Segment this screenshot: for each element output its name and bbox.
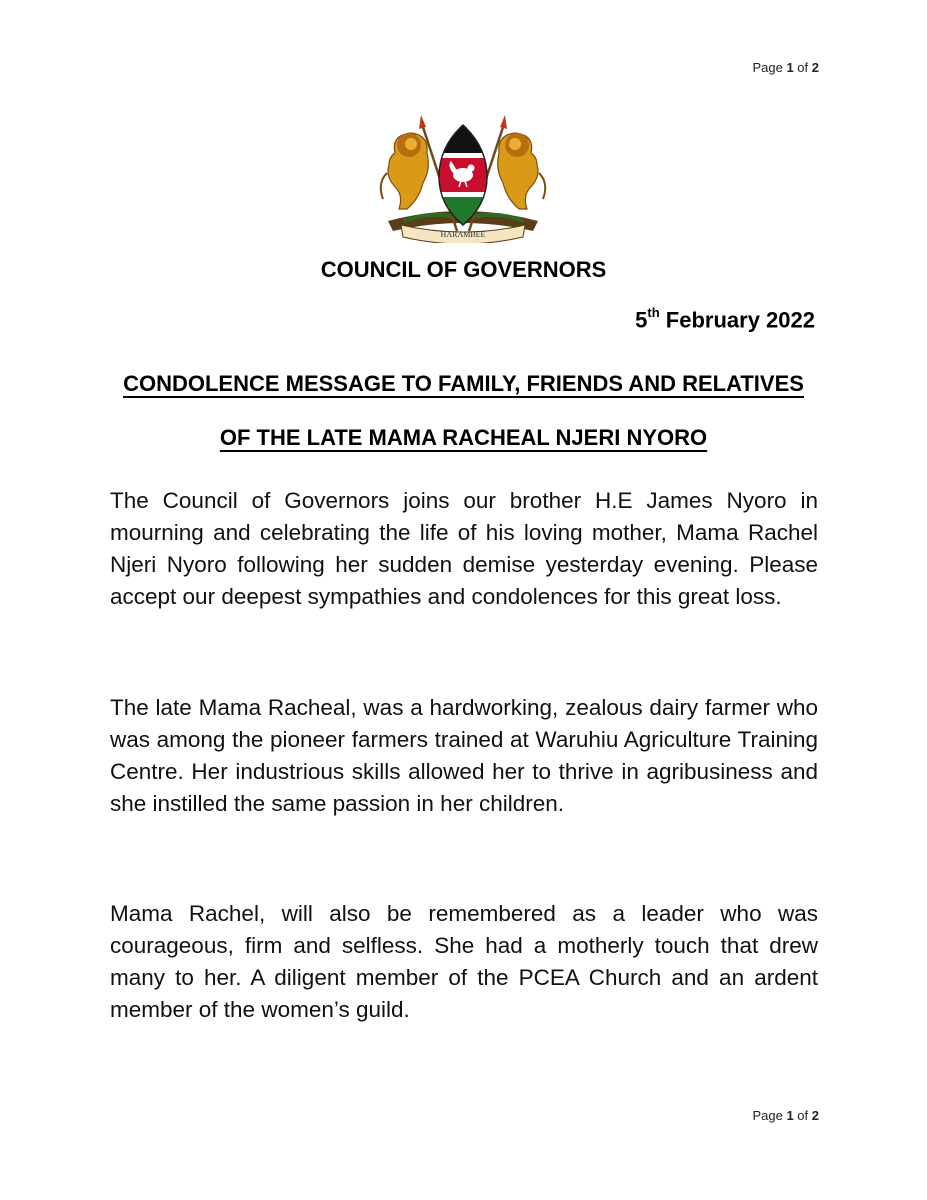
document-date [635, 307, 815, 333]
page-number-footer [752, 1108, 819, 1123]
organization-name: COUNCIL OF GOVERNORS [320, 257, 607, 282]
motto-text: HARAMBEE [440, 230, 486, 239]
page-number-header [752, 60, 819, 75]
page-of: of [793, 1108, 812, 1123]
coat-of-arms-logo [373, 113, 553, 243]
date-suffix: th [647, 305, 660, 320]
page-prefix: Page [752, 60, 787, 75]
document-title-line-2: OF THE LATE MAMA RACHEAL NJERI NYORO [219, 425, 708, 450]
document-title-line-1: CONDOLENCE MESSAGE TO FAMILY, FRIENDS AND RELATIVES [123, 371, 804, 396]
page-current: 1 [786, 1108, 794, 1123]
body-paragraph: Mama Rachel, will also be remembered as a leader who was courageous, firm and selfless. She had a motherly touch that drew many to her. A diligent member of the PCEA Church and an ardent member of the women’s guild. [110, 901, 818, 1022]
page-total: 2 [811, 1108, 819, 1123]
page-prefix: Page [752, 1108, 787, 1123]
page-total: 2 [811, 60, 819, 75]
date-rest: February 2022 [659, 307, 815, 333]
body-paragraph: The late Mama Racheal, was a hardworking, zealous dairy farmer who was among the pioneer farmers trained at Waruhiu Agriculture Training Centre. Her industrious skills allowed her to thrive in agribusiness and she instilled the same passion in her children. [110, 695, 818, 816]
page-current: 1 [786, 60, 794, 75]
page-of: of [793, 60, 812, 75]
date-day: 5 [635, 307, 648, 333]
body-paragraph: The Council of Governors joins our brother H.E James Nyoro in mourning and celebrating the life of his loving mother, Mama Rachel Njeri Nyoro following her sudden demise yesterday evening. Please accept our deepest sympathies and condolences for this great loss. [110, 488, 818, 609]
